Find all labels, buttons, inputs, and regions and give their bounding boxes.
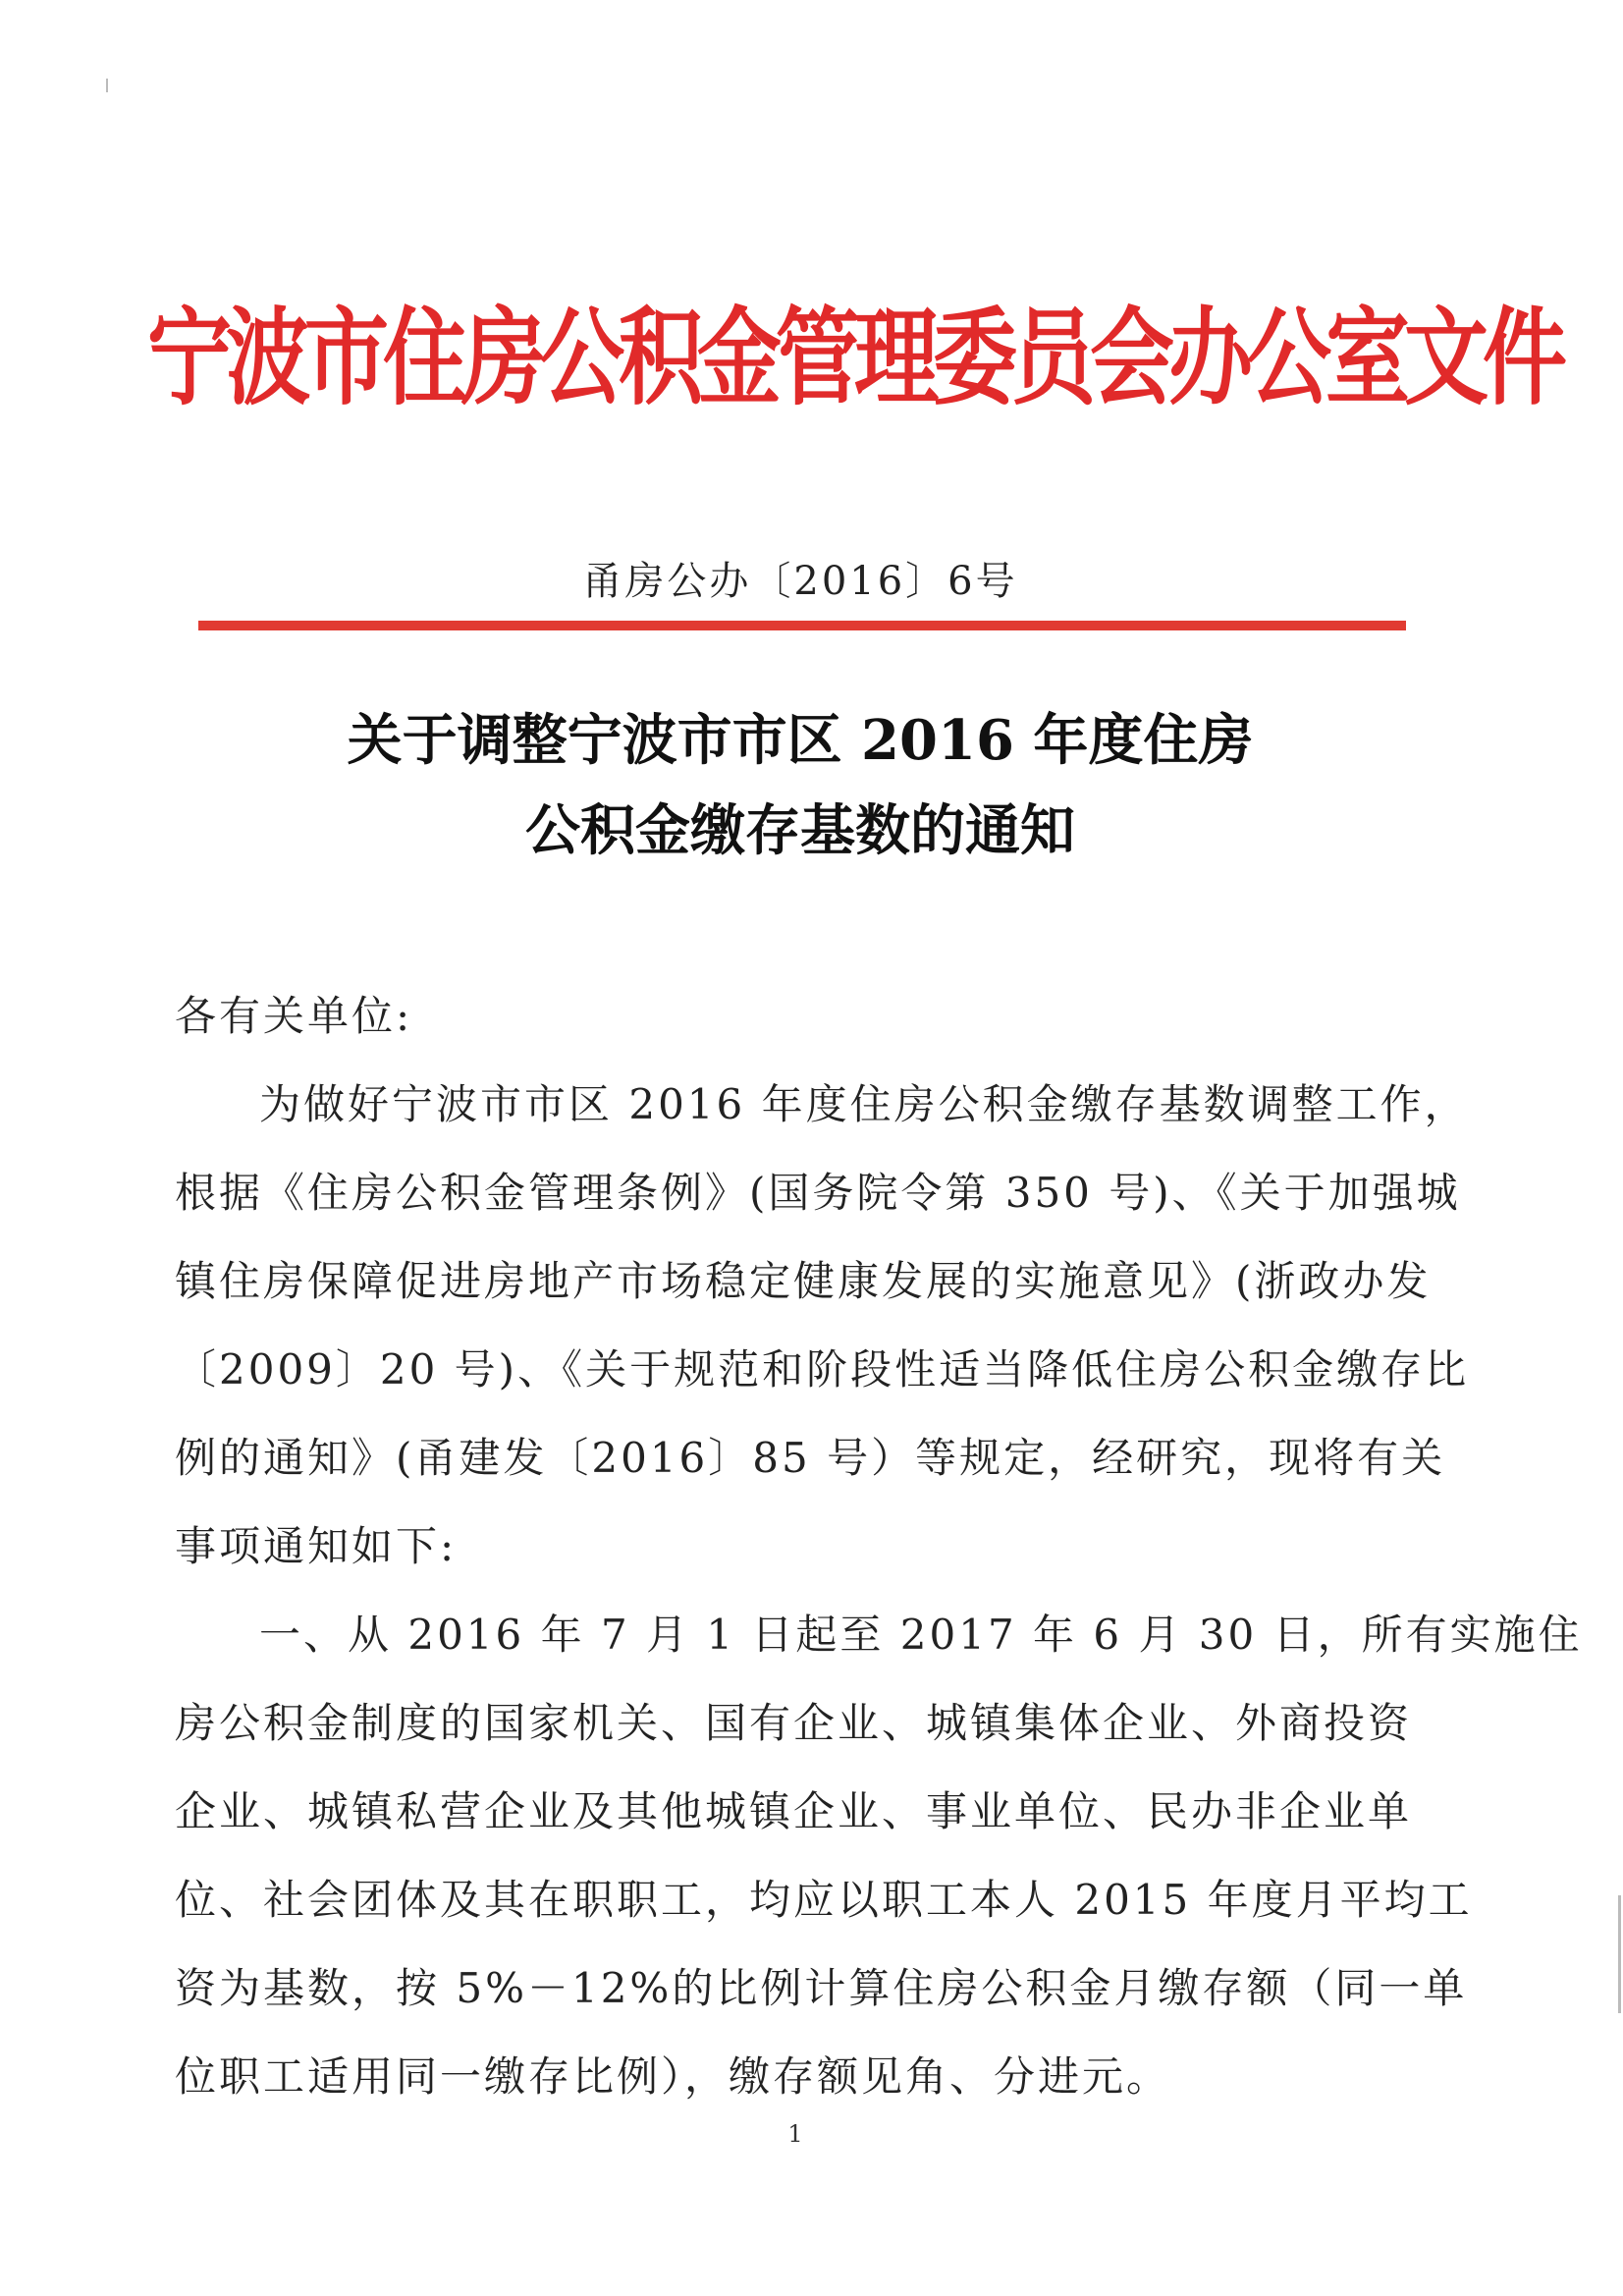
paragraph-2-line: 房公积金制度的国家机关、国有企业、城镇集体企业、外商投资 [175, 1699, 1413, 1747]
salutation: 各有关单位: [175, 992, 413, 1040]
issuing-office-header: 宁波市住房公积金管理委员会办公室文件 [147, 297, 1561, 420]
paragraph-1-line: 镇住房保障促进房地产市场稳定健康发展的实施意见》(浙政办发 [175, 1257, 1432, 1305]
notice-title-line-2: 公积金缴存基数的通知 [525, 798, 1075, 863]
paragraph-2-line: 企业、城镇私营企业及其他城镇企业、事业单位、民办非企业单 [175, 1787, 1413, 1835]
paragraph-2-line: 资为基数，按 5%－12%的比例计算住房公积金月缴存额（同一单 [175, 1964, 1468, 2012]
paragraph-1-line: 事项通知如下: [175, 1522, 458, 1570]
notice-title [196, 695, 1404, 876]
notice-title-line-1: 关于调整宁波市市区 2016 年度住房 [347, 708, 1254, 773]
paragraph-2-line: 一、从 2016 年 7 月 1 日起至 2017 年 6 月 30 日，所有实施住 [259, 1611, 1583, 1659]
page-number: 1 [787, 2120, 803, 2148]
paragraph-1-line: 〔2009〕20 号)、《关于规范和阶段性适当降低住房公积金缴存比 [175, 1345, 1470, 1394]
document-number: 甬房公办〔2016〕6号 [582, 559, 1018, 604]
notice-body [175, 972, 1583, 2121]
red-divider-line [198, 621, 1406, 630]
paragraph-2-line: 位、社会团体及其在职职工，均应以职工本人 2015 年度月平均工 [175, 1876, 1473, 1924]
paragraph-1-line: 为做好宁波市市区 2016 年度住房公积金缴存基数调整工作， [259, 1080, 1469, 1128]
paragraph-2-line: 位职工适用同一缴存比例），缴存额见角、分进元。 [175, 2052, 1171, 2101]
scan-edge-mark [1618, 1895, 1621, 2013]
scan-edge-mark [106, 79, 108, 92]
paragraph-1-line: 例的通知》(甬建发〔2016〕85 号）等规定，经研究，现将有关 [175, 1434, 1446, 1482]
paragraph-1-line: 根据《住房公积金管理条例》(国务院令第 350 号)、《关于加强城 [175, 1169, 1461, 1217]
